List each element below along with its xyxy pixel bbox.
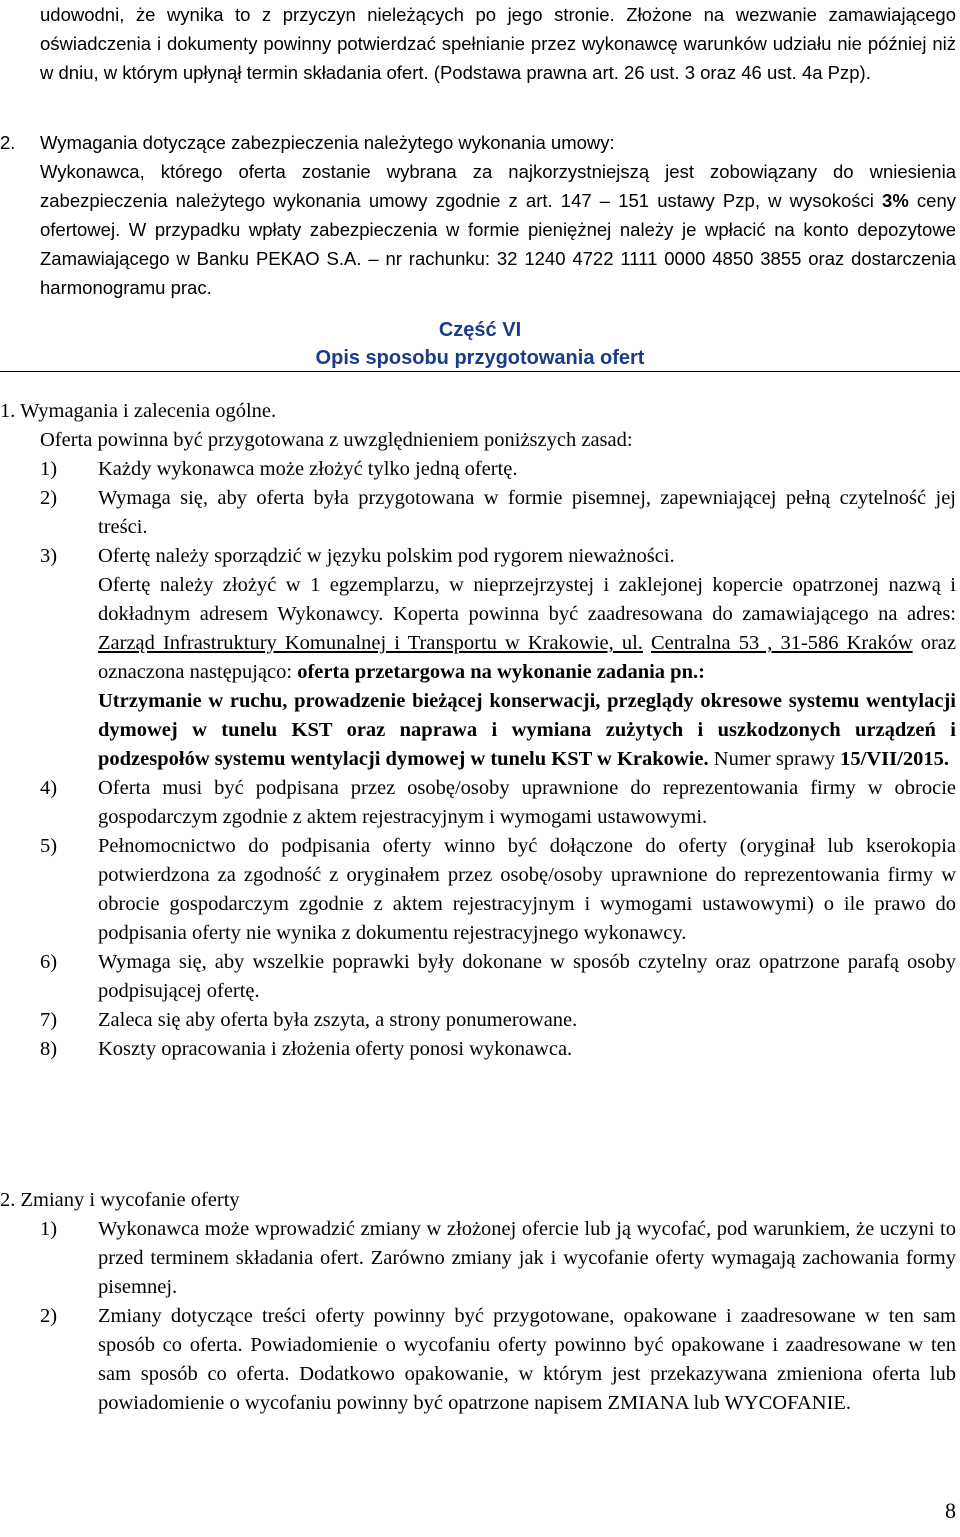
section-changes-withdrawal (0, 1186, 956, 1418)
envelope-label: oferta przetargowa na wykonanie zadania pn.: (297, 661, 705, 683)
list-item-text: Wymaga się, aby oferta była przygotowana w formie pisemnej, zapewniającej pełną czytelność jej treści. (98, 487, 956, 538)
list-item-number: 8) (40, 1038, 58, 1060)
paragraph-top-text: udowodni, że wynika to z przyczyn nieleżących po jego stronie. Złożone na wezwanie zamawiającego oświadczenia i dokumenty powinny potwierdzać spełnianie przez wykonawcę warunków udziału nie później niż w dniu, w którym upłynął termin składania ofert. (Podstawa prawna art. 26 ust. 3 oraz 46 ust. 4a Pzp). (40, 4, 956, 83)
list-item-text: Zaleca się aby oferta była zszyta, a strony ponumerowane. (98, 1009, 578, 1031)
part-heading (0, 316, 960, 372)
security-body-1: Wykonawca, którego oferta zostanie wybrana za najkorzystniejszą jest zobowiązany do wniesienia zabezpieczenia należytego wykonania umowy zgodnie z art. 147 – 151 ustawy Pzp, w wysokości (40, 161, 956, 211)
list-item-text: Koszty opracowania i złożenia oferty ponosi wykonawca. (98, 1038, 573, 1060)
list-item-text: Wykonawca może wprowadzić zmiany w złożonej ofercie lub ją wycofać, pod warunkiem, że uczyni to przed terminem składania ofert. Zarówno zmiany jak i wycofanie oferty wymagają zachowania formy pisemnej. (98, 1218, 956, 1298)
list-item-text: Pełnomocnictwo do podpisania oferty winno być dołączone do oferty (oryginał lub kserokopia potwierdzona za zgodność z oryginałem przez osobę/osoby uprawnione do reprezentowania firmy w obrocie gospodarczym zgodnie z aktem rejestracyjnym i wymogami ustawowymi) o ile prawo do podpisania oferty nie wynika z dokumentu rejestracyjnego wykonawcy. (98, 835, 956, 944)
list-item-number: 4) (40, 777, 58, 799)
list-item (0, 832, 956, 948)
list-item-number: 6) (40, 951, 58, 973)
list-item-text: Ofertę należy sporządzić w języku polskim pod rygorem nieważności. (98, 545, 675, 567)
page-number: 8 (945, 1498, 956, 1523)
section-general-requirements (0, 397, 956, 1064)
list-item-text: Oferta musi być podpisana przez osobę/osoby uprawnione do reprezentowania firmy w obrocie gospodarczym zgodnie z aktem rejestracyjnym i wymogami ustawowymi. (98, 777, 956, 828)
case-label: Numer sprawy (713, 748, 836, 770)
section-1-title: 1. Wymagania i zalecenia ogólne. (0, 400, 277, 422)
section-1-list-continued (0, 774, 956, 1064)
list-item-number: 7) (40, 1009, 58, 1031)
list-item (0, 774, 956, 832)
security-number: 2. (0, 132, 16, 153)
list-item-text: Każdy wykonawca może złożyć tylko jedną ofertę. (98, 458, 518, 480)
list-item-number: 2) (40, 1305, 58, 1327)
list-item (0, 1215, 956, 1302)
address-line-1: Zarząd Infrastruktury Komunalnej i Transportu w Krakowie, ul. (98, 632, 643, 654)
part-number: Część VI (438, 319, 522, 341)
task-name: Utrzymanie w ruchu, prowadzenie bieżącej konserwacji, przeglądy okresowe systemu wentylacji dymowej w tunelu KST oraz naprawa i wymiana zużytych i uszkodzonych urządzeń i podzespołów systemu wentylacji dymowej w tunelu KST w Krakowie. (98, 690, 956, 770)
list-item (0, 1006, 956, 1035)
security-percent: 3% (882, 190, 909, 211)
list-item (0, 1302, 956, 1418)
list-item (0, 484, 956, 542)
section-1-list (0, 455, 956, 571)
security-title: Wymagania dotyczące zabezpieczenia należytego wykonania umowy: (40, 132, 615, 153)
heading-divider (0, 371, 960, 372)
list-item-text: Wymaga się, aby wszelkie poprawki były dokonane w sposób czytelny oraz opatrzone parafą osoby podpisującej ofertę. (98, 951, 956, 1002)
security-body-2: ceny ofertowej. W przypadku wpłaty zabezpieczenia w formie pieniężnej należy je wpłacić na konto depozytowe Zamawiającego w Banku PEKAO S.A. – nr rachunku: 32 1240 4722 1111 0000 4850 3855 oraz dostarczenia harmonogramu prac. (40, 190, 956, 298)
address-line-2: Centralna 53 , 31-586 Kraków (650, 632, 913, 654)
section-2-list (0, 1215, 956, 1418)
envelope-text-a: Ofertę należy złożyć w 1 egzemplarzu, w nieprzejrzystej i zaklejonej kopercie opatrzonej nazwą i dokładnym adresem Wykonawcy. Koperta powinna być zaadresowana do zamawiającego na adres: (98, 574, 956, 625)
list-item-number: 3) (40, 545, 58, 567)
section-2-title: 2. Zmiany i wycofanie oferty (0, 1189, 240, 1211)
list-item (0, 948, 956, 1006)
list-item (0, 455, 956, 484)
part-title: Opis sposobu przygotowania ofert (315, 347, 645, 369)
envelope-text-b: oraz oznaczona następująco: (98, 632, 956, 683)
list-item-number: 1) (40, 458, 58, 480)
list-item-text: Zmiany dotyczące treści oferty powinny być przygotowane, opakowane i zaadresowane w ten sam sposób co oferta. Powiadomienie o wycofaniu oferty powinno być opakowane i zaadresowane w ten sam sposób co oferta. Dodatkowo opakowanie, w którym jest przekazywana zmieniona oferta lub powiadomienie o wycofaniu powinny być opatrzone napisem ZMIANA lub WYCOFANIE. (98, 1305, 956, 1414)
envelope-instructions (0, 571, 956, 774)
case-number: 15/VII/2015. (840, 748, 949, 770)
section-1-intro: Oferta powinna być przygotowana z uwzględnieniem poniższych zasad: (40, 429, 633, 451)
list-item-number: 5) (40, 835, 58, 857)
list-item-number: 2) (40, 487, 58, 509)
list-item (0, 1035, 956, 1064)
list-item-number: 1) (40, 1218, 58, 1240)
list-item (0, 542, 956, 571)
security-requirements (0, 128, 956, 302)
paragraph-top (40, 0, 956, 87)
